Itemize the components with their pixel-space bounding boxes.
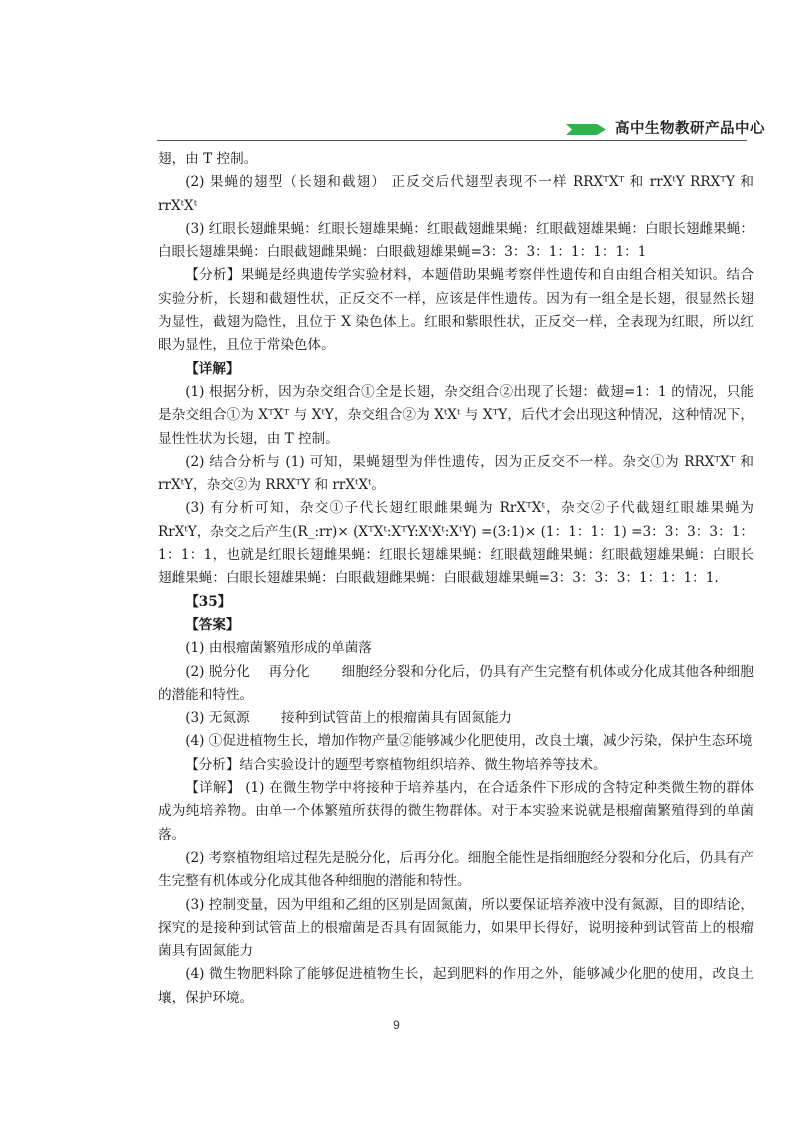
detail-4: (4) 微生物肥料除了能够促进植物生长，起到肥料的作用之外，能够减少化肥的使用，改良土壤，保护环境。 xyxy=(158,966,754,1006)
detail-1: (1) 根据分析，因为杂交组合①全是长翅，杂交组合②出现了长翅：截翅=1：1 的情况，只能是杂交组合①为 XᵀXᵀ 与 XᵗY，杂交组合②为 XᵗXᵗ 与 XᵀY，后代才会出现这种情况，这种情况下，显性性状为长翅，由 T 控制。 xyxy=(158,383,754,447)
paragraph: 翅，由 T 控制。 xyxy=(158,151,258,167)
answer-3: (3) 红眼长翅雌果蝇：红眼长翅雄果蝇：红眼截翅雌果蝇：红眼截翅雄果蝇：白眼长翅雌果蝇：白眼长翅雄果蝇：白眼截翅雌果蝇：白眼截翅雄果蝇=3：3：3：1：1：1：1：1 xyxy=(158,220,754,261)
section-heading-answer: 【答案】 xyxy=(185,616,240,633)
page-header xyxy=(0,0,793,150)
analysis-paragraph: 【分析】果蝇是经典遗传学实验材料，本题借助果蝇考察伴性遗传和自由组合相关知识。结合实验分析，长翅和截翅性状，正反交不一样，应该是伴性遗传。因为有一组全是长翅，很显然长翅为显性，截翅为隐性，且位于 X 染色体上。红眼和紫眼性状，正反交一样，全表现为红眼，所以红眼为显性，且位于常染色体。 xyxy=(158,267,754,354)
detail-3: (3) 有分析可知，杂交①子代长翅红眼雌果蝇为 RrXᵀXᵗ，杂交②子代截翅红眼雄果蝇为 RrXᵗY，杂交之后产生(R_:rr)× (XᵀXᵗ:XᵀY:XᵗXᵗ:XᵗY) =(3:1)× (1：1：1：1) =3：3：3：3：1：1：1：1，也就是红眼长翅雌果蝇：红眼长翅雄果蝇：红眼截翅雌果蝇：红眼截翅雄果蝇：白眼长翅雌果蝇：白眼长翅雄果蝇：白眼截翅雌果蝇：白眼截翅雄果蝇=3：3：3：3：1：1：1：1. xyxy=(158,500,754,587)
page-number: 9 xyxy=(393,1018,400,1032)
document-body xyxy=(158,148,754,1010)
section-heading-detail: 【详解】 xyxy=(185,360,240,377)
detail-2: (2) 考察植物组培过程先是脱分化，后再分化。细胞全能性是指细胞经分裂和分化后，仍具有产生完整有机体或分化成其他各种细胞的潜能和特性。 xyxy=(158,849,754,890)
analysis-paragraph: 【分析】结合实验设计的题型考察植物组织培养、微生物培养等技术。 xyxy=(185,756,607,773)
answer-2: (2) 脱分化 再分化 细胞经分裂和分化后，仍具有产生完整有机体或分化成其他各种细胞的潜能和特性。 xyxy=(158,663,754,703)
answer-3: (3) 无氮源 接种到试管苗上的根瘤菌具有固氮能力 xyxy=(185,710,513,727)
detail-2: (2) 结合分析与 (1) 可知，果蝇翅型为伴性遗传，因为正反交不一样。杂交①为 RRXᵀXᵀ 和 rrXᵗY，杂交②为 RRXᵀY 和 rrXᵗXᵗ。 xyxy=(158,453,754,494)
question-number: 【35】 xyxy=(185,593,232,610)
header-rule xyxy=(157,140,747,141)
answer-1: (1) 由根瘤菌繁殖形成的单菌落 xyxy=(185,640,372,657)
brand-title: 高中生物教研产品中心 xyxy=(615,121,765,137)
detail-1: 【详解】 (1) 在微生物学中将接种于培养基内，在合适条件下形成的含特定种类微生物的群体成为纯培养物。由单一个体繁殖所获得的微生物群体。对于本实验来说就是根瘤菌繁殖得到的单菌落。 xyxy=(158,780,754,843)
answer-4: (4) ①促进植物生长，增加作物产量②能够减少化肥使用，改良土壤，减少污染，保护生态环境 xyxy=(185,733,753,750)
detail-3: (3) 控制变量，因为甲组和乙组的区别是固氮菌，所以要保证培养液中没有氮源，目的即结论，探究的是接种到试管苗上的根瘤菌是否具有固氮能力，如果甲长得好，说明接种到试管苗上的根瘤菌具有固氮能力 xyxy=(158,896,754,960)
green-arrow-icon xyxy=(566,124,606,135)
answer-2: (2) 果蝇的翅型（长翅和截翅） 正反交后代翅型表现不一样 RRXᵀXᵀ 和 rrXᵗY RRXᵀY 和 rrXᵗXᵗ xyxy=(158,174,754,214)
